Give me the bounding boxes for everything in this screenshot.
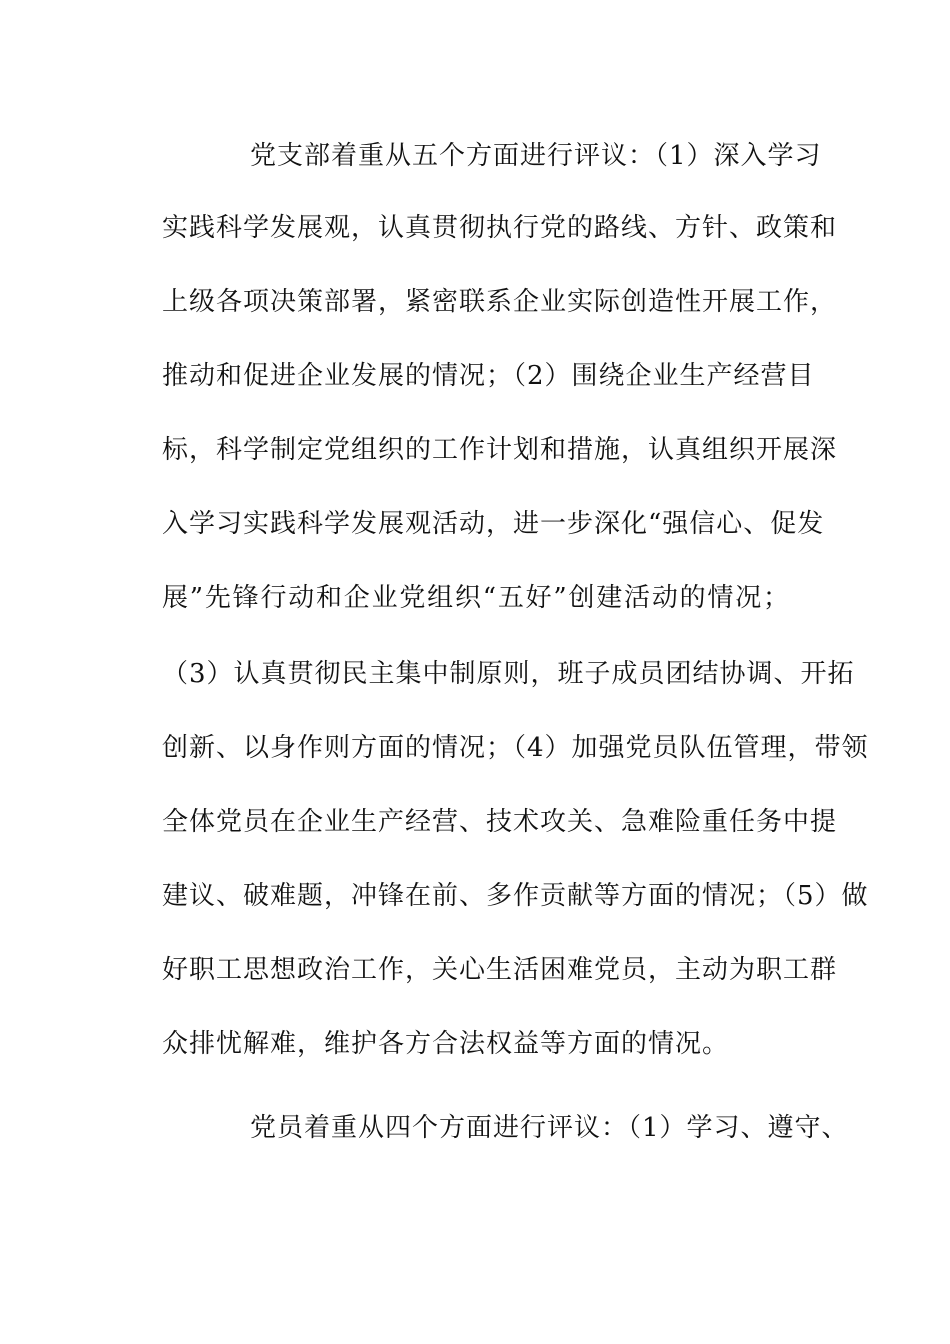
paragraph-1-line-7: 展”先锋行动和企业党组织“五好”创建活动的情况； xyxy=(162,583,790,613)
paragraph-1-line-8: （3）认真贯彻民主集中制原则，班子成员团结协调、开拓 xyxy=(162,659,855,689)
paragraph-1-line-4: 推动和促进企业发展的情况；（2）围绕企业生产经营目 xyxy=(162,361,815,391)
paragraph-1-line-10: 全体党员在企业生产经营、技术攻关、急难险重任务中提 xyxy=(162,807,838,837)
paragraph-1-line-3: 上级各项决策部署，紧密联系企业实际创造性开展工作， xyxy=(162,287,838,317)
paragraph-1-line-5: 标，科学制定党组织的工作计划和措施，认真组织开展深 xyxy=(162,435,838,465)
paragraph-2-line-1: 党员着重从四个方面进行评议：（1）学习、遵守、 xyxy=(250,1113,849,1143)
paragraph-1-line-11: 建议、破难题，冲锋在前、多作贡献等方面的情况；（5）做 xyxy=(162,881,869,911)
paragraph-1-line-6: 入学习实践科学发展观活动，进一步深化“强信心、促发 xyxy=(162,509,825,539)
paragraph-1-line-13: 众排忧解难，维护各方合法权益等方面的情况。 xyxy=(162,1029,730,1059)
paragraph-1-line-12: 好职工思想政治工作，关心生活困难党员，主动为职工群 xyxy=(162,955,838,985)
paragraph-1-line-9: 创新、以身作则方面的情况；（4）加强党员队伍管理，带领 xyxy=(162,733,869,763)
paragraph-1-line-1: 党支部着重从五个方面进行评议：（1）深入学习 xyxy=(250,141,822,171)
paragraph-1-line-2: 实践科学发展观，认真贯彻执行党的路线、方针、政策和 xyxy=(162,213,838,243)
